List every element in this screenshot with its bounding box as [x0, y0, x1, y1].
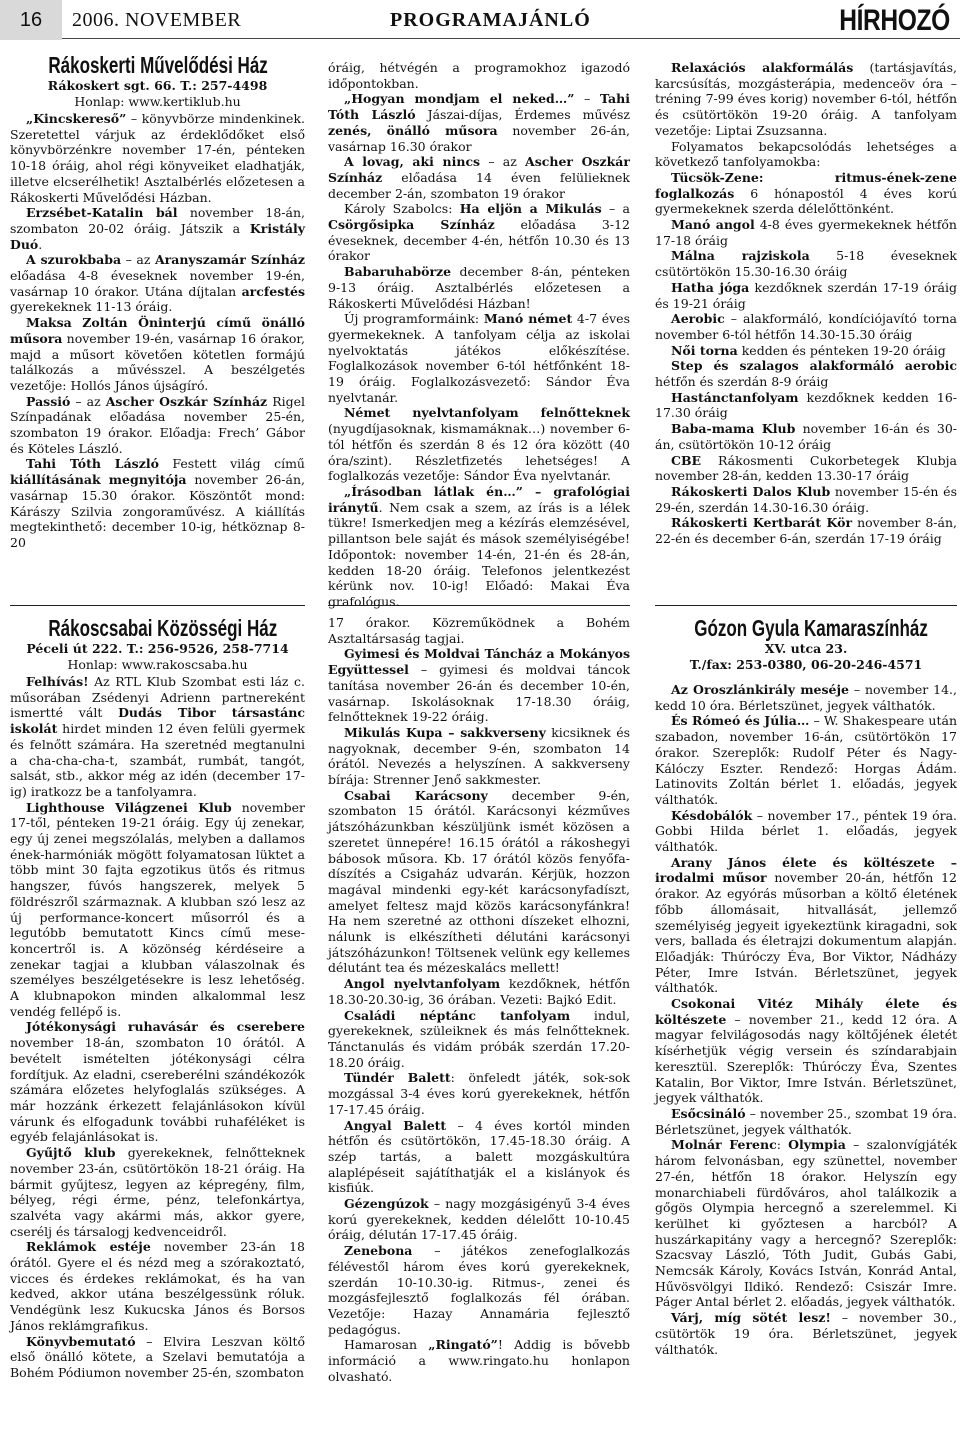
venue-title: Rákoscsabai Közösségi Ház	[48, 615, 278, 641]
venue-phone: T./fax: 253-0380, 06-20-246-4571	[689, 656, 923, 672]
column-3-top: Relaxációs alakformálás (tartásjavítás, karcsúsítás, mozgásterápia, medenceöv óra – tréning 7-99 éves korig) november 6-tól, hétfőn és csütörtökön 19-20 óráig. A tanfolyam vezetője: Liptai Zsuzsanna. Folyamatos bekapcsolódás lehetséges a következő tanfolyamokba: Tücsök-Zene: ritmus-ének-zene foglalkozás 6 hónapostól 4 éves korú gyermekeknek szerda délelőttönként. Manó angol 4-8 éves gyermekeknek hétfőn 17-18 óráig Málna rajziskola 5-18 éveseknek csütörtökön 15.30-16.30 óráig Hatha jóga kezdőknek szerdán 17-19 óráig és 19-21 óráig Aerobic – alakformáló, kondíciójavító torna november 6-tól hétfőn 14.30-15.30 óráig Női torna kedden és pénteken 19-20 óráig Step és szalagos alakformáló aerobic hétfőn és szerdán 8-9 óráig Hastánctanfolyam kezdőknek kedden 16-17.30 óráig Baba-mama Klub november 16-án és 30-án, csütörtökön 10-12 óráig CBE Rákosmenti Cukorbetegek Klubja november 28-án, kedden 13.30-17 óráig Rákoskerti Dalos Klub november 15-én és 29-én, szerdán 14.30-16.30 óráig. Rákoskerti Kertbarát Kör november 8-án, 22-én és december 6-án, szerdán 17-19 óráig	[655, 60, 958, 547]
section-divider	[10, 605, 305, 606]
venue-title: Gózon Gyula Kamaraszínház	[694, 615, 928, 641]
article-text: Az Oroszlánkirály meséje – november 14., kedd 10 óra. Bérletszünet, jegyek válthatók. És Rómeó és Júlia… – W. Shakespeare után szabadon, november 16-án, csütörtökön 17 órakor. Szereplők: Rudolf Péter és Nagy-Kálóczy Eszter. Rendező: Horgas Ádám. Latinovits Zoltán bérlet 1. előadás, jegyek válthatók. Késdobálók – november 17., péntek 19 óra. Gobbi Hilda bérlet 1. előadás, jegyek válthatók. Arany János élete és költészete – irodalmi műsor november 20-án, hétfőn 12 órakor. Az egyórás műsorban a költő életének főbb állomásait, hitvallását, jellemző személyiség jegyeit igyekeztünk kiragadni, sok vers, ballada és életrajzi dokumentum alapján. Előadják: Thúróczy Éva, Bor Viktor, Nádházy Péter, Imre István. Bérletszünet, jegyek válthatók. Csokonai Vitéz Mihály élete és költészete – november 21., kedd 12 óra. A magyar felvilágosodás nagy költőjének életét kísérhetjük végig versein és színdarabjain keresztül. Szereplők: Thúróczy Éva, Szentes Katalin, Bor Viktor, Imre István. Bérletszünet, jegyek válthatók. Esőcsináló – november 25., szombat 19 óra. Bérletszünet, jegyek válthatók. Molnár Ferenc: Olympia – szalonvígjáték három felvonásban, egy szünettel, november 27-én, hétfőn 18 órakor. Helyszín egy monarchiabeli fürdőváros, ahol találkozik a gőgös Olympia hercegnő a szerelemmel. Ki kerülhet ki győztesen a harcból? A huszárkapitány vagy a hercegnő? Szereplők: Szacsvay László, Tóth Judit, Gubás Gabi, Nemcsák Károly, Kovács István, Konrád Antal, Hűvösvölgyi Ildikó. Rendező: Csiszár Imre. Páger Antal bérlet 2. előadás, jegyek válthatók. Várj, míg sötét lesz! – november 30., csütörtök 19 óra. Bérletszünet, jegyek válthatók.	[655, 682, 958, 1357]
venue-rakoscsabai	[10, 615, 305, 672]
article-text: „Kincskereső” – könyvbörze mindenkinek. Szeretettel várjuk az érdeklődőket első könyvbörzénkre november 17-én, pénteken 10-18 óráig, ahol régi könyveiket eladhatják, illetve elcserélhetik! Asztalbérlés előzetesen a Rákoskerti Művelődési Házban. Erzsébet-Katalin bál november 18-án, szombaton 20-02 óráig. Játszik a Kristály Duó. A szurokbaba – az Aranyszamár Színház előadása 4-8 éveseknek november 19-én, vasárnap 10 órakor. Utána díjtalan arcfestés gyerekeknek 11-13 óráig. Maksa Zoltán Öninterjú című önálló műsora november 19-én, vasárnap 16 órakor, majd a műsort követően kötetlen formájú találkozás a művésszel. A beszélgetés vezetője: Hollós János újságíró. Passió – az Ascher Oszkár Színház Rigel Színpadának előadása november 25-én, szombaton 19 órakor. Előadja: Frech’ Gábor és Köteles László. Tahi Tóth László Festett világ című kiállításának megnyitója november 26-án, vasárnap 15.30 órakor. Köszöntőt mond: Kárászy Szilvia zongoraművész. A kiállítás megtekinthető: december 10-ig, hétköznap 8-20	[10, 111, 305, 550]
article-text: Felhívás! Az RTL Klub Szombat esti láz c. műsorában Zsédenyi Adrienn partnereként ismertté vált Dudás Tibor társastánc iskolát hirdet minden 12 éven felüli gyermek és felnőtt számára. Ha szeretnéd megtanulni a cha-cha-cha-t, szambát, rumbát, tangót, salsát, stb., akkor még az idén (december 17-ig) iratkozz be a tanfolyamra. Lighthouse Világzenei Klub november 17-től, pénteken 19-21 óráig. Egy új zenekar, egy új zenei megszólalás, melyben a dallamos ének-harmóniák mögött folyamatosan lüktet a több mint 30 fajta egzotikus ütős és ritmus hangszer, fúvós hangszerek, melyek 5 földrészről származnak. A klubban szó lesz az új performance-koncert műsorról és a legutóbb bemutatott Kincs című mese-koncertről is. A közönség kérdéseire a zenekar tagjai a klubban válaszolnak és személyes beszélgetésekre is lesz lehetőség. A klubnapokon minden alkalommal lesz vendég fellépő is. Jótékonysági ruhavásár és cserebere november 18-án, szombaton 10 órától. A bevételt ismételten jótékonysági célra fordítjuk. Az eladni, csereberélni szándékozók számára előzetes helyfoglalás szükséges. A már hozzánk érkezett felajánlásokon kívül várunk és elfogadunk további ruhaféléket is egyéb felajánlásokat is. Gyűjtő klub gyerekeknek, felnőtteknek november 23-án, csütörtökön 18-21 óráig. Ha bármit gyűjtesz, legyen az képregény, film, bélyeg, régi érme, pénz, telefonkártya, szalvéta vagy akármi más, akkor gyere, cserélj és társalogj kedvenceidről. Reklámok estéje november 23-án 18 órától. Gyere el és nézd meg a szórakoztató, vicces és érdekes reklámokat, és ha van kedved, akkor utána beszélgessünk róluk. Vendégünk lesz Kukucska János és Borsos János reklámgrafikus. Könyvbemutató – Elvira Leszvan költő első önálló kötete, a Szelavi bemutatója a Bohém Pódiumon november 25-én, szombaton	[10, 674, 305, 1380]
issue-date: 2006. NOVEMBER	[72, 9, 242, 31]
section-title: PROGRAMAJÁNLÓ	[390, 9, 591, 31]
venue-rakoskerti	[10, 52, 305, 109]
venue-website: Honlap: www.kertiklub.hu	[74, 93, 241, 109]
column-2-bottom: 17 órakor. Közreműködnek a Bohém Asztaltársaság tagjai. Gyimesi és Moldvai Táncház a Mokányos Együttessel – gyimesi és moldvai táncok tanítása november 26-án és december 10-én, vasárnap. Iskolásoknak 17-18.30 óráig, felnőtteknek 19-22 óráig. Mikulás Kupa – sakkverseny kicsiknek és nagyoknak, december 9-én, szombaton 14 órától. Nevezés a helyszínen. A sakkverseny bírája: Strenner Jenő sakkmester. Csabai Karácsony december 9-én, szombaton 15 órától. Karácsonyi kézműves játszóházunkban készüljünk ismét közösen a szeretet ünnepére! 16.15 órától a rákoshegyi bábosok műsora. Kb. 17 órától közös fenyőfa-díszítés a Csigaház udvarán. Kérjük, hozzon magával mindenki egy-két karácsonyfadíszt, amelyet feltesz majd közös karácsonyfánkra! Ha nem szeretné az otthoni díszeket elhozni, nálunk is elkészítheti délutáni karácsonyi játszóházunkon! Töltsenek velünk egy kellemes délutánt tea és mézeskalács mellett! Angol nyelvtanfolyam kezdőknek, hétfőn 18.30-20.30-ig, 36 órában. Vezeti: Bajkó Edit. Családi néptánc tanfolyam indul, gyerekeknek, szüleiknek és más felnőtteknek. Tánctanulás és vidám próbák szerdán 17.20-18.20 óráig. Tündér Balett: önfeledt játék, sok-sok mozgással 3-4 éves korú gyerekeknek, hétfőn 17-17.45 óráig. Angyal Balett – 4 éves kortól minden hétfőn és csütörtökön, 17.45-18.30 óráig. A szép tartás, a balett mozgáskultúra alaplépéseit sajátíthatják el a kislányok és kisfiúk. Gézengúzok – nagy mozgásigényű 3-4 éves korú gyerekeknek, kedden délelőtt 10-10.45 óráig, délután 17-17.45 óráig. Zenebona – játékos zenefoglalkozás félévestől három éves korú gyerekeknek, szerdán 10-10.30-ig. Ritmus-, zenei és mozgásfejlesztő foglalkozás fél órában. Vezetője: Hazay Annamária fejlesztő pedagógus. Hamarosan „Ringató”! Addig is bővebb információ a www.ringato.hu honlapon olvasható.	[328, 615, 631, 1384]
column-1-bottom	[10, 615, 305, 1381]
page-number: 16	[0, 0, 62, 40]
venue-address: Péceli út 222. T.: 256-9526, 258-7714	[26, 641, 289, 656]
header-rule	[62, 38, 960, 39]
column-3-bottom	[655, 615, 957, 1357]
section-divider	[328, 605, 630, 606]
column-1-top	[10, 52, 305, 551]
column-2-top: óráig, hétvégén a programokhoz igazodó időpontokban. „Hogyan mondjam el neked…” – Tahi Tóth László Jászai-díjas, Érdemes művész zenés, önálló műsora november 26-án, vasárnap 16.30 órakor A lovag, aki nincs – az Ascher Oszkár Színház előadása 14 éven felülieknek december 2-án, szombaton 19 órakor Károly Szabolcs: Ha eljön a Mikulás – a Csörgősipka Színház előadása 3-12 éveseknek, december 4-én, hétfőn 10.30 és 13 órakor Babaruhabörze december 8-án, pénteken 9-13 óráig. Asztalbérlés előzetesen a Rákoskerti Művelődési Házban! Új programformáink: Manó német 4-7 éves gyermekeknek. A tanfolyam célja az iskolai nyelvoktatás játékos előkészítése. Foglalkozások november 6-tól hétfőnként 18-19 óráig. Foglalkozásvezető: Sándor Éva nyelvtanár. Német nyelvtanfolyam felnőtteknek (nyugdíjasoknak, kismamáknak…) november 6-tól hétfőn és szerdán 8 és 12 óra között (40 óra/szint). Részletfizetés lehetséges! A foglalkozás vezetője: Sándor Éva nyelvtanár. „Írásodban látlak én…” – grafológiai iránytű. Nem csak a szem, az írás is a lélek tükre! Ismerkedjen meg a kézírás elemzésével, pillantson bele saját és mások személyiségébe! Időpontok: november 14-én, 21-én és 28-án, kedden 18-20 óráig. Telefonos jelentkezést kérünk nov. 10-ig! Előadó: Makai Éva grafológus.	[328, 60, 631, 609]
venue-address: Rákoskert sgt. 66. T.: 257-4498	[47, 78, 268, 93]
venue-address: XV. utca 23.	[764, 641, 848, 656]
venue-gozon	[655, 615, 957, 672]
section-divider	[655, 605, 957, 606]
venue-title: Rákoskerti Művelődési Ház	[48, 52, 268, 78]
newspaper-logo: HÍRHOZÓ	[839, 4, 950, 37]
venue-website: Honlap: www.rakoscsaba.hu	[67, 656, 248, 672]
page-header	[0, 0, 960, 40]
